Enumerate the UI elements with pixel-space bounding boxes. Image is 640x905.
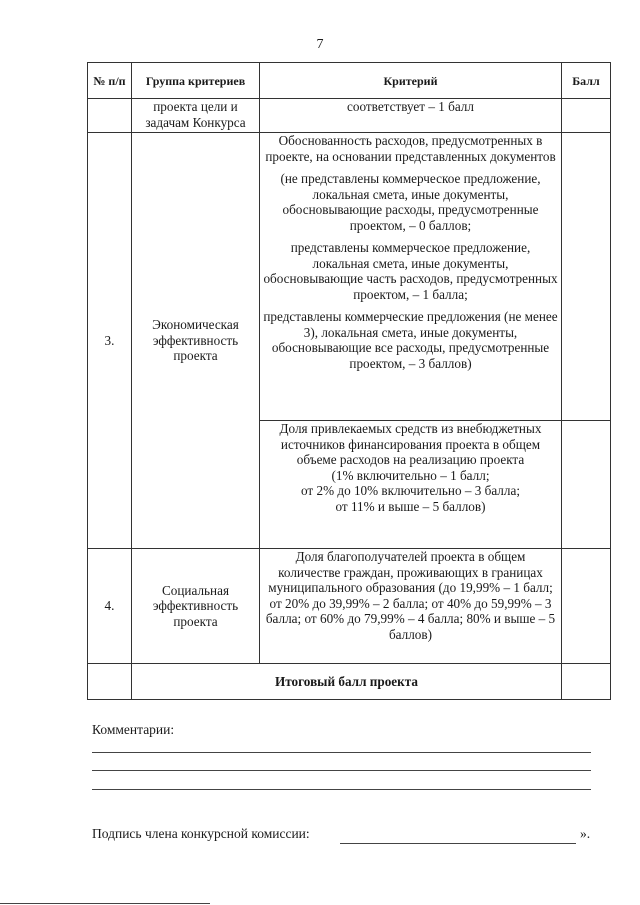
table-row-3a	[88, 133, 611, 421]
criterion-extrabudget-option-3: от 2% до 10% включительно – 3 балла;	[301, 483, 520, 498]
cell-score-extrabudget[interactable]	[562, 421, 611, 549]
signature-end: ».	[580, 826, 591, 841]
cell-num-3: 3.	[88, 133, 132, 549]
cell-criterion-continuation: соответствует – 1 балл	[260, 99, 562, 133]
cell-num-empty	[88, 99, 132, 133]
header-group: Группа критериев	[132, 63, 260, 99]
header-score: Балл	[562, 63, 611, 99]
criterion-extrabudget-option-5: от 11% и выше – 5 баллов)	[335, 498, 486, 514]
table-row-4	[88, 549, 611, 664]
table-row-continuation	[88, 99, 611, 133]
header-criterion: Критерий	[260, 63, 562, 99]
cell-group-economic: Экономическая эффективность проекта	[132, 133, 260, 549]
cell-group-social: Социальная эффективность проекта	[132, 549, 260, 664]
total-score-label: Итоговый балл проекта	[132, 664, 562, 700]
comment-line-1[interactable]	[92, 752, 591, 753]
cell-total-num-empty	[88, 664, 132, 700]
header-num: № п/п	[88, 63, 132, 99]
cell-score-beneficiaries[interactable]	[562, 549, 611, 664]
criterion-expenses-option-1: представлены коммерческое предложение, локальная смета, иные документы, обосновывающие часть расходов, предусмотренных проектом, – 1 балла;	[263, 240, 558, 302]
cell-score-expenses[interactable]	[562, 133, 611, 421]
page-number: 7	[316, 37, 324, 52]
comment-line-3[interactable]	[92, 789, 591, 790]
criteria-table	[87, 62, 611, 700]
cell-criterion-expenses	[260, 133, 562, 421]
criterion-extrabudget-title: Доля привлекаемых средств из внебюджетных источников финансирования проекта в общем объеме расходов на реализацию проекта	[279, 421, 542, 467]
comment-line-2[interactable]	[92, 770, 591, 771]
footnote-rule	[0, 903, 210, 904]
cell-criterion-beneficiaries: Доля благополучателей проекта в общем количестве граждан, проживающих в границах муниципального образования (до 19,99% – 1 балл; от 20% до 39,99% – 2 балла; от 40% до 59,99% – 3 балла; от 60% до 79,99% – 4 балла; 80% и выше – 5 баллов)	[260, 549, 562, 664]
criterion-extrabudget-option-1: (1% включительно – 1 балл;	[331, 467, 490, 483]
signature-label: Подпись члена конкурсной комиссии:	[92, 826, 310, 841]
cell-group-continuation: проекта цели и задачам Конкурса	[132, 99, 260, 133]
cell-num-4: 4.	[88, 549, 132, 664]
signature-line[interactable]	[340, 843, 576, 844]
criterion-expenses-title: Обоснованность расходов, предусмотренных в проекте, на основании представленных документов	[265, 133, 556, 164]
table-row-total	[88, 664, 611, 700]
criterion-expenses-option-0: (не представлены коммерческое предложение, локальная смета, иные документы, обосновывающие расходы, предусмотренные проектом, – 0 баллов;	[280, 171, 541, 233]
table-header-row	[88, 63, 611, 99]
cell-total-score[interactable]	[562, 664, 611, 700]
cell-score-empty[interactable]	[562, 99, 611, 133]
criterion-expenses-option-3: представлены коммерческие предложения (не менее 3), локальная смета, иные документы, обосновывающие все расходы, предусмотренные проектом, – 3 баллов)	[263, 309, 558, 371]
cell-criterion-extrabudget	[260, 421, 562, 549]
comments-label: Комментарии:	[92, 722, 175, 737]
